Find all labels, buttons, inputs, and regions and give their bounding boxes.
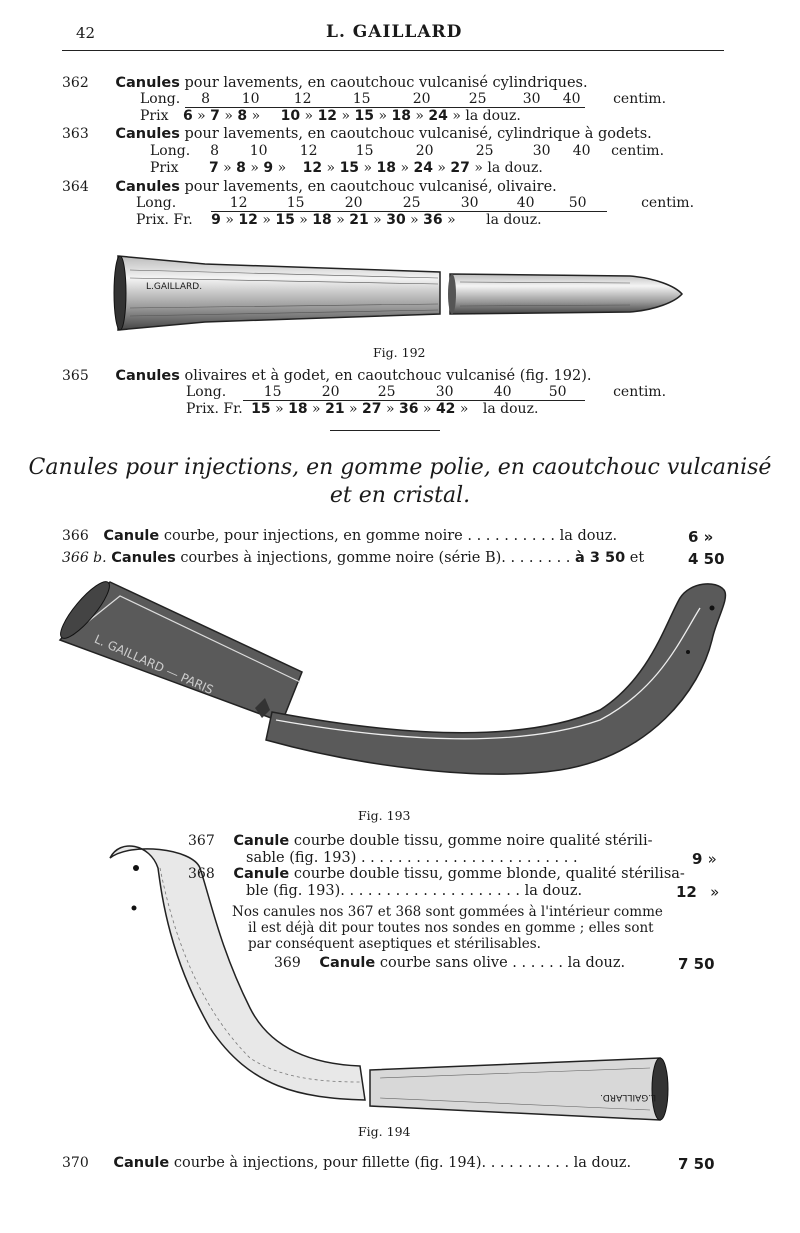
price-label: Prix. Fr.: [186, 401, 243, 417]
entry-369-price: 7 50: [678, 955, 715, 973]
length-row-363: [150, 143, 664, 159]
price-value: 12: [238, 212, 258, 228]
length-value: 15: [263, 384, 282, 400]
price-cents: »: [707, 850, 717, 868]
length-label: Long.: [150, 143, 191, 159]
price-cents: »: [710, 883, 720, 901]
price-value: 8: [237, 108, 248, 124]
entry-description: courbes à injections, gomme noire (série B). . . . . . . .: [180, 550, 571, 566]
figure-193-stamp: L. GAILLARD — PARIS: [92, 632, 216, 698]
price-value: 27: [362, 401, 382, 417]
figure-194-stamp: L.GAILLARD.: [600, 1092, 657, 1102]
entry-unit: la douz.: [559, 528, 618, 544]
figure-192-caption: Fig. 192: [373, 345, 426, 360]
length-values: [185, 91, 585, 108]
entry-number: 366 b.: [62, 550, 107, 566]
section-separator: [330, 430, 440, 431]
figure-192-stamp: L.GAILLARD.: [146, 282, 203, 292]
length-values: [195, 143, 595, 159]
price-unit: la douz.: [465, 108, 521, 124]
price-row-364: Prix. Fr. 9 » 12 » 15 » 18 » 21 » 30 » 36 » la douz.: [136, 212, 542, 228]
price-value: 12: [676, 883, 697, 901]
price-value: 6: [182, 108, 193, 124]
price-row-363: Prix 7 » 8 » 9 » 12 » 15 » 18 » 24 » 27 » la douz.: [150, 160, 543, 176]
length-value: 10: [241, 91, 260, 107]
entry-370: [62, 1155, 631, 1171]
length-row-365: [186, 384, 666, 401]
price-row-362: Prix 6 » 7 » 8 » 10 » 12 » 15 » 18 » 24 » la douz.: [140, 108, 521, 124]
figure-193-caption: Fig. 193: [358, 808, 411, 823]
length-label: Long.: [140, 91, 181, 107]
price-value: 15: [354, 108, 374, 124]
header-rule: [62, 50, 724, 51]
note-line: il est déjà dit pour toutes nos sondes en gomme ; elles sont: [248, 920, 654, 936]
entry-363: [62, 126, 652, 142]
price-label: Prix. Fr.: [136, 212, 193, 228]
entry-368-price: [676, 883, 719, 901]
price-value: 18: [312, 212, 332, 228]
price-value: 8: [236, 160, 246, 176]
length-value: 25: [468, 91, 487, 107]
entry-name: Canule: [233, 866, 290, 882]
price-value: 27: [450, 160, 470, 176]
entry-365: [62, 368, 591, 384]
price-label: Prix: [140, 108, 169, 124]
entry-362: [62, 75, 588, 91]
length-value: 25: [377, 384, 396, 400]
entry-number: 370: [62, 1155, 89, 1171]
entry-name: Canules: [115, 75, 180, 91]
price-value: 18: [376, 160, 396, 176]
length-value: 30: [460, 195, 479, 211]
entry-description: pour lavements, en caoutchouc vulcanisé cylindriques.: [184, 75, 588, 91]
price-value: 42: [435, 401, 456, 417]
price-value: 15: [339, 160, 360, 176]
figure-192-illustration: [110, 248, 690, 338]
length-label: Long.: [186, 384, 227, 400]
entry-368: [188, 866, 685, 882]
length-value: 20: [321, 384, 340, 400]
price-value: 18: [391, 108, 411, 124]
price-value: 24: [428, 108, 448, 124]
price-value: 21: [349, 212, 369, 228]
price-label: Prix: [150, 160, 179, 176]
length-value: 40: [516, 195, 535, 211]
price-row-365: Prix. Fr. 15 » 18 » 21 » 27 » 36 » 42 » la douz.: [186, 401, 539, 417]
entry-368-line2: ble (fig. 193). . . . . . . . . . . . . . . . . . . . la douz.: [246, 883, 583, 899]
entry-name: Canule: [233, 833, 290, 849]
entry-name: Canule: [113, 1155, 170, 1171]
figure-193-illustration: [40, 570, 740, 800]
price-value: 15: [275, 212, 295, 228]
price-cents: »: [703, 528, 714, 546]
price-value: 9: [211, 212, 221, 228]
entry-364: [62, 179, 557, 195]
price-value: 18: [288, 401, 308, 417]
length-value: 40: [493, 384, 512, 400]
entry-number: 362: [62, 75, 89, 91]
price-value: 12: [302, 160, 323, 176]
price-value: 7: [208, 160, 219, 176]
length-values: [243, 384, 585, 401]
entry-369: [274, 955, 625, 971]
entry-367-line2: sable (fig. 193) . . . . . . . . . . . . . . . . . . . . . . . .: [246, 850, 578, 866]
note-line: Nos canules nos 367 et 368 sont gommées à l'intérieur comme: [232, 904, 663, 920]
length-value: 50: [568, 195, 587, 211]
entry-description: courbe sans olive . . . . . . la douz.: [379, 955, 626, 971]
entry-number: 368: [188, 866, 215, 882]
price-value: 10: [280, 108, 301, 124]
length-label: Long.: [136, 195, 177, 211]
entry-description: courbe, pour injections, en gomme noire: [163, 528, 463, 544]
running-head: L. GAILLARD: [326, 22, 463, 42]
entry-description: courbe double tissu, gomme noire qualité stérili-: [293, 833, 653, 849]
figure-194-caption: Fig. 194: [358, 1124, 411, 1139]
entry-366b: [62, 550, 644, 566]
length-value: 40: [572, 143, 591, 159]
price-unit: la douz.: [482, 401, 539, 417]
length-value: 15: [352, 91, 371, 107]
price-value: 9: [692, 850, 703, 868]
length-row-364: [136, 195, 694, 212]
entry-number: 363: [62, 126, 89, 142]
page-number: 42: [76, 24, 96, 42]
price-from: à 3 50: [575, 550, 626, 566]
entry-name: Canules: [115, 126, 180, 142]
length-unit: centim.: [611, 143, 665, 159]
entry-number: 366: [62, 528, 89, 544]
length-value: 12: [229, 195, 248, 211]
length-unit: centim.: [613, 384, 667, 400]
length-value: 20: [415, 143, 434, 159]
entry-366b-price-to: 4 50: [688, 550, 725, 568]
entry-367-price: [692, 850, 717, 868]
price-value: 30: [386, 212, 406, 228]
entry-number: 365: [62, 368, 89, 384]
entry-366: [62, 528, 617, 544]
length-value: 30: [435, 384, 454, 400]
length-unit: centim.: [641, 195, 695, 211]
entry-366-price: [688, 528, 713, 546]
price-value: 15: [251, 401, 271, 417]
length-value: 50: [548, 384, 567, 400]
price-value: 21: [325, 401, 345, 417]
length-value: 25: [402, 195, 421, 211]
note-line: par conséquent aseptiques et stérilisables.: [248, 936, 541, 952]
entry-name: Canules: [111, 550, 176, 566]
entry-name: Canule: [319, 955, 376, 971]
entry-description: pour lavements, en caoutchouc vulcanisé, olivaire.: [184, 179, 557, 195]
price-value: 6: [688, 528, 699, 546]
length-unit: centim.: [613, 91, 667, 107]
length-values: [211, 195, 607, 212]
length-value: 12: [293, 91, 312, 107]
length-row-362: [140, 91, 666, 108]
entry-name: Canules: [115, 179, 180, 195]
entry-370-price: 7 50: [678, 1155, 715, 1173]
price-value: 36: [423, 212, 443, 228]
entry-number: 364: [62, 179, 89, 195]
length-value: 20: [412, 91, 431, 107]
entry-name: Canules: [115, 368, 180, 384]
leader-dots: . . . . . . . . . .: [467, 528, 555, 544]
price-unit: la douz.: [486, 212, 542, 228]
note-paragraph: [232, 904, 663, 952]
price-value: 12: [317, 108, 338, 124]
price-unit: la douz.: [487, 160, 543, 176]
entry-description: courbe double tissu, gomme blonde, qualité stérilisa-: [293, 866, 685, 882]
length-value: 40: [562, 91, 581, 107]
length-value: 25: [475, 143, 494, 159]
price-and: et: [629, 550, 645, 566]
entry-number: 369: [274, 955, 301, 971]
length-value: 12: [299, 143, 318, 159]
entry-number: 367: [188, 833, 215, 849]
price-value: 24: [413, 160, 433, 176]
section-title-line1: Canules pour injections, en gomme polie, en caoutchouc vulcanisé: [28, 455, 772, 480]
length-value: 15: [355, 143, 374, 159]
entry-description: courbe à injections, pour fillette (fig. 194). . . . . . . . . . la douz.: [173, 1155, 632, 1171]
length-value: 8: [201, 91, 211, 107]
price-value: 7: [210, 108, 220, 124]
entry-description: pour lavements, en caoutchouc vulcanisé, cylindrique à godets.: [184, 126, 652, 142]
length-value: 15: [286, 195, 305, 211]
price-value: 9: [263, 160, 274, 176]
length-value: 20: [344, 195, 363, 211]
length-value: 8: [210, 143, 220, 159]
section-title-line2: et en cristal.: [329, 483, 471, 508]
entry-name: Canule: [103, 528, 160, 544]
length-value: 30: [522, 91, 541, 107]
price-value: 36: [398, 401, 419, 417]
length-value: 30: [532, 143, 551, 159]
entry-description: olivaires et à godet, en caoutchouc vulcanisé (fig. 192).: [184, 368, 592, 384]
length-value: 10: [249, 143, 268, 159]
entry-367: [188, 833, 652, 849]
